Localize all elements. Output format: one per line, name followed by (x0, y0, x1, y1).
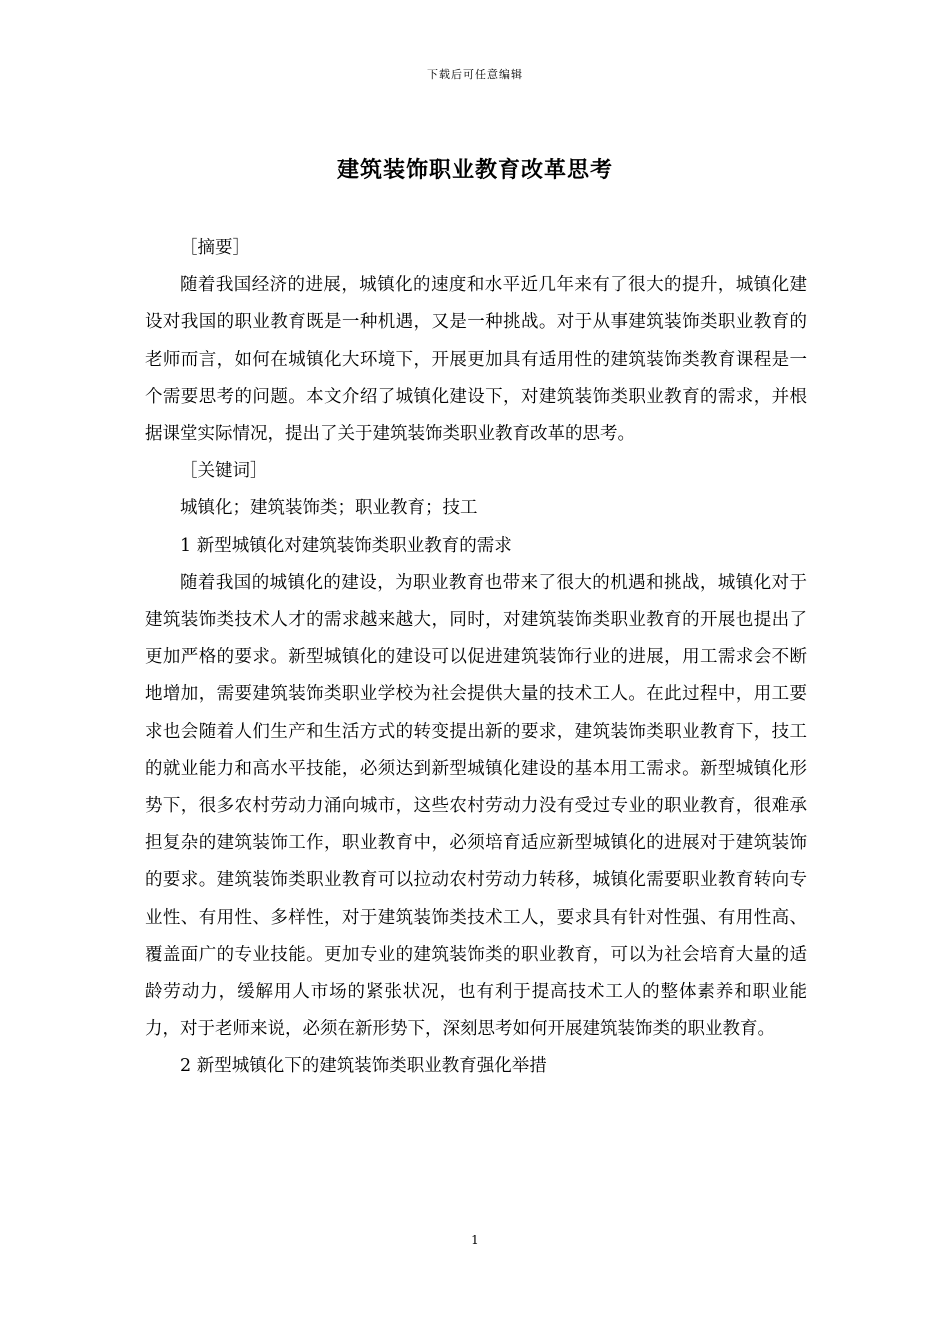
page-header-note: 下载后可任意编辑 (427, 68, 523, 81)
document-title: 建筑装饰职业教育改革思考 (336, 157, 613, 183)
page-number: 1 (471, 1233, 479, 1247)
keywords-heading: ［关键词］ (180, 461, 268, 482)
abstract-paragraph: 随着我国经济的进展，城镇化的速度和水平近几年来有了很大的提升，城镇化建设对我国的职业教育既是一种机遇，又是一种挑战。对于从事建筑装饰类职业教育的老师而言，如何在城镇化大环境下，开展更加具有适用性的建筑装饰类教育课程是一个需要思考的问题。本文介绍了城镇化建设下，对建筑装饰类职业教育的需求，并根据课堂实际情况，提出了关于建筑装饰类职业教育改革的思考。 (145, 275, 807, 445)
abstract-heading: ［摘要］ (180, 238, 250, 258)
section-heading-2: 2 新型城镇化下的建筑装饰类职业教育强化举措 (180, 1056, 547, 1077)
section-heading-1: 1 新型城镇化对建筑装饰类职业教育的需求 (180, 535, 512, 556)
document-body (145, 230, 807, 1086)
section-1-paragraph: 随着我国的城镇化的建设，为职业教育也带来了很大的机遇和挑战，城镇化对于建筑装饰类技术人才的需求越来越大，同时，对建筑装饰类职业教育的开展也提出了更加严格的要求。新型城镇化的建设可以促进建筑装饰行业的进展，用工需求会不断地增加，需要建筑装饰类职业学校为社会提供大量的技术工人。在此过程中，用工要求也会随着人们生产和生活方式的转变提出新的要求，建筑装饰类职业教育下，技工的就业能力和高水平技能，必须达到新型城镇化建设的基本用工需求。新型城镇化形势下，很多农村劳动力涌向城市，这些农村劳动力没有受过专业的职业教育，很难承担复杂的建筑装饰工作，职业教育中，必须培育适应新型城镇化的进展对于建筑装饰的要求。建筑装饰类职业教育可以拉动农村劳动力转移，城镇化需要职业教育转向专业性、有用性、多样性，对于建筑装饰类技术工人，要求具有针对性强、有用性高、覆盖面广的专业技能。更加专业的建筑装饰类的职业教育，可以为社会培育大量的适龄劳动力，缓解用人市场的紧张状况，也有利于提高技术工人的整体素养和职业能力，对于老师来说，必须在新形势下，深刻思考如何开展建筑装饰类的职业教育。 (145, 572, 807, 1040)
keywords-text: 城镇化；建筑装饰类；职业教育；技工 (180, 498, 478, 519)
